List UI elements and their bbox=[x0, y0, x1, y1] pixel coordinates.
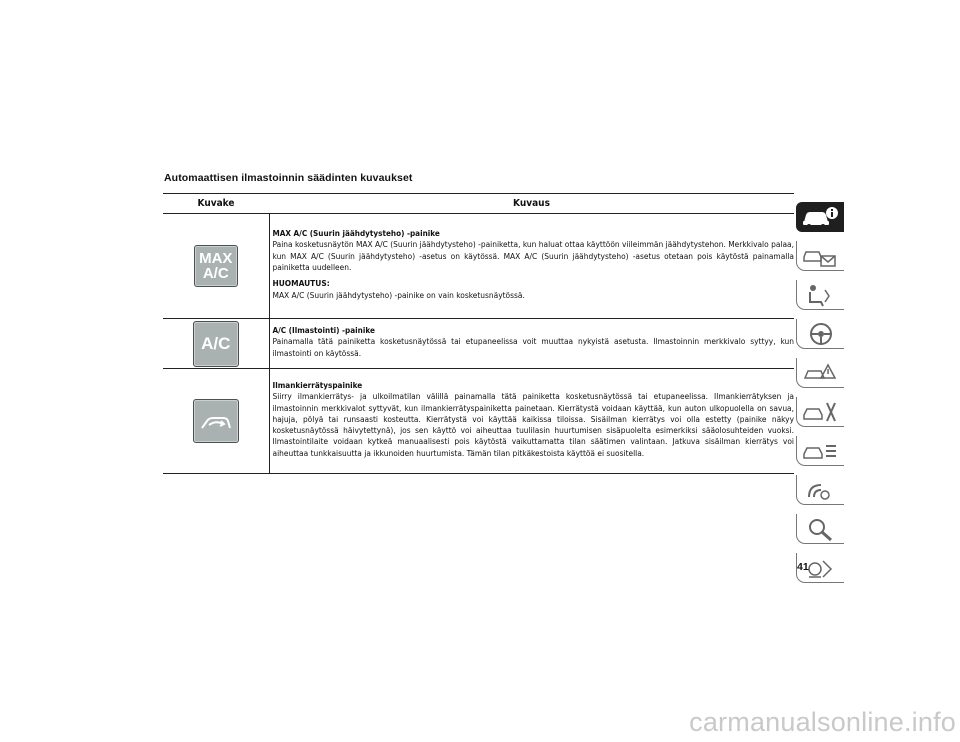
chapter-tabs bbox=[796, 202, 844, 592]
header-icon: Kuvake bbox=[163, 194, 269, 214]
seat-person-icon bbox=[801, 282, 841, 308]
tab-multimedia[interactable] bbox=[796, 475, 844, 505]
car-info-icon bbox=[800, 204, 840, 230]
multimedia-icon bbox=[801, 477, 841, 503]
tab-search[interactable] bbox=[796, 514, 844, 544]
description-cell bbox=[269, 369, 794, 474]
row-title: A/C (Ilmastointi) -painike bbox=[272, 325, 375, 336]
tab-seat-person[interactable] bbox=[796, 280, 844, 310]
icon-cell bbox=[163, 319, 269, 369]
climate-controls-table bbox=[163, 193, 794, 474]
steering-wheel-icon bbox=[801, 321, 841, 347]
table-header-row bbox=[163, 194, 794, 214]
tab-car-specs[interactable] bbox=[796, 436, 844, 466]
car-tools-icon bbox=[801, 399, 841, 425]
tab-car-info[interactable] bbox=[796, 202, 844, 232]
header-description: Kuvaus bbox=[269, 194, 794, 214]
note-title: HUOMAUTUS: bbox=[272, 278, 330, 289]
tab-car-message[interactable] bbox=[796, 241, 844, 271]
tab-steering-wheel[interactable] bbox=[796, 319, 844, 349]
table-row bbox=[163, 214, 794, 319]
tab-car-tools[interactable] bbox=[796, 397, 844, 427]
max-ac-icon-line2: A/C bbox=[202, 265, 229, 282]
row-text: Siirry ilmankierrätys- ja ulkoilmatilan välillä painamalla tätä painiketta kosketusnäytössä tai etupaneelissa. Ilmankierrätyksen ja ilmastoinnin merkkivalot syttyvät, kun ilmankierrätyspainiketta painetaan. Kierrätystä voidaan käyttää, kun auton ulkopuolella on savua, hajuja, pölyä tai runsaasti kosteutta. Kierrätystä voi käyttää kaikissa tiloissa. Sisäilman kierrätys voi olla estetty (painike näkyy kosketusnäytössä häivytettynä), jos sen käyttö voi aiheuttaa tuulilasin huurtumisen sisäpuolelta esimerkiksi sääolosuhteiden vuoksi. Ilmastointilaite voidaan kytkeä manuaalisesti pois käytöstä vaikuttamatta tilan säätimen valintaan. Jatkuva sisäilman kierrätys voi aiheuttaa tunkkaisuutta ja ikkunoiden huurtumista. Tämän tilan pitkäkestoista käyttöä ei suositella. bbox=[272, 391, 794, 458]
row-title: Ilmankierrätyspainike bbox=[272, 379, 363, 390]
car-message-icon bbox=[801, 243, 841, 269]
row-text: Painamalla tätä painiketta kosketusnäytössä tai etupaneelissa voit muuttaa nykyistä asetusta. Ilmastoinnin merkkivalo syttyy, kun ilmastointi on käytössä. bbox=[272, 336, 794, 358]
car-specs-icon bbox=[801, 438, 841, 464]
ac-icon: A/C bbox=[193, 321, 239, 367]
row-text: Paina kosketusnäytön MAX A/C (Suurin jäähdytysteho) -painiketta, kun haluat ottaa käyttöön viileimmän jäähdytystehon. Merkkivalo palaa, kun MAX A/C (Suurin jäähdytysteho) -asetus on käytössä. MAX A/C (Suurin jäähdytysteho) -asetus otetaan pois käytöstä painamalla painiketta uudelleen. bbox=[272, 239, 794, 272]
description-cell bbox=[269, 214, 794, 319]
max-ac-icon bbox=[194, 245, 238, 287]
row-title: MAX A/C (Suurin jäähdytysteho) -painike bbox=[272, 228, 440, 239]
section-title: Automaattisen ilmastoinnin säädinten kuvaukset bbox=[164, 172, 413, 184]
watermark: carmanualsonline.info bbox=[689, 707, 956, 737]
note-text: MAX A/C (Suurin jäähdytysteho) -painike on vain kosketusnäytössä. bbox=[272, 289, 525, 300]
icon-cell bbox=[163, 369, 269, 474]
tab-warning-car[interactable] bbox=[796, 358, 844, 388]
description-cell bbox=[269, 319, 794, 369]
search-icon bbox=[801, 516, 841, 542]
page-number: 41 bbox=[797, 561, 809, 573]
warning-car-icon bbox=[801, 360, 841, 386]
icon-cell bbox=[163, 214, 269, 319]
recirculation-icon bbox=[193, 399, 239, 443]
max-ac-icon-line1: MAX bbox=[199, 250, 233, 267]
table-row bbox=[163, 369, 794, 474]
table-row bbox=[163, 319, 794, 369]
